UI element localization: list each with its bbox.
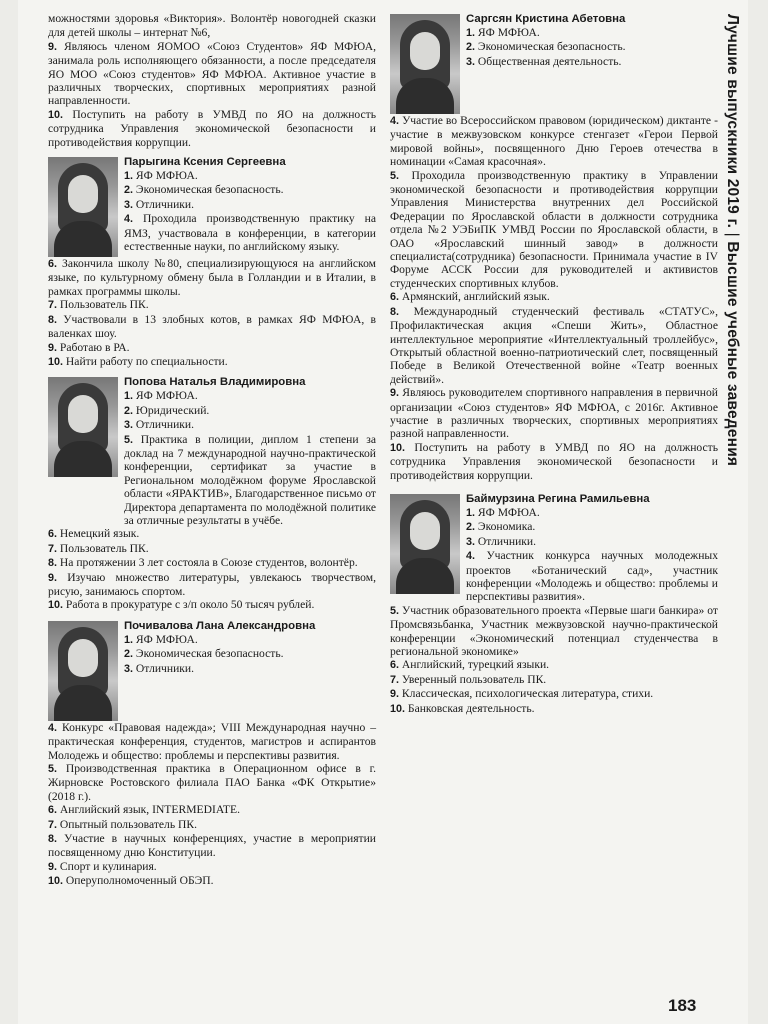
list-item: 2. Экономическая безопасность. [466, 40, 626, 54]
left-column [48, 12, 376, 889]
list-item: 6. Закончила школу №80, специализирующуюся на английском языке, по культурному обмену была в Голландии и в Италии, в рамках программы школы. [48, 257, 376, 298]
magazine-page [18, 0, 748, 1024]
portrait-photo [48, 377, 118, 477]
list-item: 9. Спорт и кулинария. [48, 859, 157, 873]
list-item: 1. ЯФ МФЮА. [466, 505, 540, 519]
section-side-title: Лучшие выпускники 2019 г. | Высшие учебные заведения [724, 14, 741, 467]
list-item: 9. Являюсь членом ЯОМОО «Союз Студентов» ЯФ МФЮА, занимала роль исполняющего обязанности, а после председателя ЯО МОО «Союз студентов» ЯФ МФЮА. Активное участие в различных творческих, спортивных мероприятиях разной направленности. [48, 39, 376, 108]
list-item: 1. ЯФ МФЮА. [124, 389, 198, 403]
list-item: 2. Экономическая безопасность. [124, 183, 284, 197]
list-item: 10. Поступить на работу в УМВД по ЯО на должность сотрудника Управления экономической безопасности и противодействия коррупции. [390, 440, 718, 482]
list-item: 6. Английский язык, INTERMEDIATE. [48, 803, 240, 817]
list-item: 5. Проходила производственную практику в Управлении экономической безопасности и противодействия коррупции Управления Министерства внутренних дел Российской Федерации по Ярославской области в должности сотрудника отдела №2 УЭБиПК УМВД России по Ярославской области, в ОАО «Ярославский шинный завод» в должности специалиста(сотрудника) безопасности. Принимала участие в IV Форуме АССК России для руководителей и активистов студенческих спортивных клубов. [390, 168, 718, 290]
portrait-photo [48, 621, 118, 721]
list-item: 2. Юридический. [124, 403, 210, 417]
list-item: 9. Являюсь руководителем спортивного направления в первичной организации «Союз студентов» ЯФ МФЮА, с 2016г. Активное участие в различных творческих, спортивных мероприятиях разной направленности. [390, 386, 718, 441]
list-item: 3. Отличники. [124, 661, 195, 675]
list-item: 5. Производственная практика в Операционном офисе в г. Жирновске Ростовского филиала ПАО Банка «ФК Открытие» (2018 г.). [48, 762, 376, 803]
list-item: 8. На протяжении 3 лет состояла в Союзе студентов, волонтёр. [48, 556, 358, 570]
list-item: 9. Классическая, психологическая литература, стихи. [390, 687, 654, 701]
person-name: Почивалова Лана Александровна [124, 619, 316, 632]
list-item: 5. Практика в полиции, диплом 1 степени за доклад на 7 международной научно-практической конференции, сертификат за участие в Региональном молодёжном форуме Ярославской области «ЯРАКТИВ», Благодарственное письмо от Директора департамента по молодёжной политике за отличные результаты в учёбе. [124, 432, 377, 527]
portrait-photo [390, 494, 460, 594]
list-item: 2. Экономическая безопасность. [124, 647, 284, 661]
list-item: 9. Изучаю множество литературы, увлекаюсь творчеством, рисую, занимаюсь спортом. [48, 570, 376, 598]
list-item: 8. Участие в научных конференциях, участие в мероприятии посвященному дню Конституции. [48, 832, 376, 860]
list-item: 4. Проходила производственную практику на ЯМЗ, участвовала в конференции, в категории естественные науки, по английскому языку. [124, 212, 376, 254]
person-entry [48, 155, 376, 369]
list-item: 3. Отличники. [124, 418, 195, 432]
list-item: можностями здоровья «Виктория». Волонтёр новогодней сказки для детей школы – интернат №6, [48, 12, 376, 40]
list-item: 8. Международный студенческий фестиваль «СТАТУС», Профилактическая акция «Спеши Жить», Областное интеллектульное мероприятие «Интеллектуальный троллейбус», Открытый областной военно-патриотический слет, посвященный Победе в Великой Отечественной войне «Театр военных действий». [390, 304, 718, 386]
list-item: 7. Пользователь ПК. [48, 298, 149, 312]
list-item: 10. Банковская деятельность. [390, 701, 535, 715]
person-entry [48, 619, 376, 889]
intro-block [48, 12, 376, 149]
side-title-main: Лучшие выпускники 2019 г. [724, 14, 741, 229]
list-item: 1. ЯФ МФЮА. [466, 26, 540, 39]
person-name: Парыгина Ксения Сергеевна [124, 156, 286, 169]
portrait-photo [48, 157, 118, 257]
list-item: 9. Работаю в РА. [48, 340, 130, 354]
portrait-photo [390, 14, 460, 114]
list-item: 4. Участие во Всероссийском правовом (юридическом) диктанте - участие в межвузовском конкурсе стенгазет «Герои Первой мировой войны», посвященного Дню Героев отечества в номинации «Самая красочная». [390, 114, 718, 169]
person-name: Баймурзина Регина Рамильевна [466, 492, 650, 505]
list-item: 4. Конкурс «Правовая надежда»; VIII Международная научно – практическая конференция, студентов, магистров и аспирантов Молодежь и общество: проблемы и перспективы развития. [48, 720, 377, 762]
person-entry [48, 375, 376, 613]
person-name: Саргсян Кристина Абетовна [466, 13, 626, 25]
side-title-sub: Высшие учебные заведения [724, 241, 741, 467]
list-item: 6. Немецкий язык. [48, 527, 140, 541]
list-item: 7. Опытный пользователь ПК. [48, 817, 198, 831]
list-item: 10. Работа в прокуратуре с з/п около 50 тысяч рублей. [48, 598, 315, 612]
list-item: 3. Отличники. [466, 534, 537, 548]
list-item: 7. Пользователь ПК. [48, 541, 149, 555]
list-item: 1. ЯФ МФЮА. [124, 632, 198, 646]
right-column [390, 12, 718, 716]
list-item: 3. Отличники. [124, 197, 195, 211]
list-item: 2. Экономика. [466, 520, 536, 534]
person-entry [390, 492, 718, 716]
list-item: 6. Армянский, английский язык. [390, 290, 550, 304]
list-item: 4. Участник конкурса научных молодежных проектов «Ботанический сад», участник конференции «Молодежь и общество: проблемы и перспективы развития». [466, 549, 718, 604]
list-item: 6. Английский, турецкий языки. [390, 658, 550, 672]
list-item: 8. Участвовали в 13 злобных котов, в рамках ЯФ МФЮА, в валенках шоу. [48, 312, 376, 341]
list-item: 5. Участник образовательного проекта «Первые шаги банкира» от Промсвязьбанка, Участник межвузовской научно-практической конференции «Экономический потенциал студенчества в региональной экономике» [390, 603, 718, 659]
person-name: Попова Наталья Владимировна [124, 376, 306, 389]
list-item: 10. Найти работу по специальности. [48, 354, 228, 368]
page-number: 183 [668, 996, 697, 1015]
list-item: 10. Поступить на работу в УМВД по ЯО на должность сотрудника Управления экономической безопасности и противодействия коррупции. [48, 107, 376, 149]
list-item: 3. Общественная деятельность. [466, 54, 622, 68]
list-item: 7. Уверенный пользователь ПК. [390, 672, 547, 686]
person-entry [390, 12, 718, 482]
list-item: 10. Оперуполномоченный ОБЭП. [48, 874, 214, 888]
list-item: 1. ЯФ МФЮА. [124, 169, 198, 183]
